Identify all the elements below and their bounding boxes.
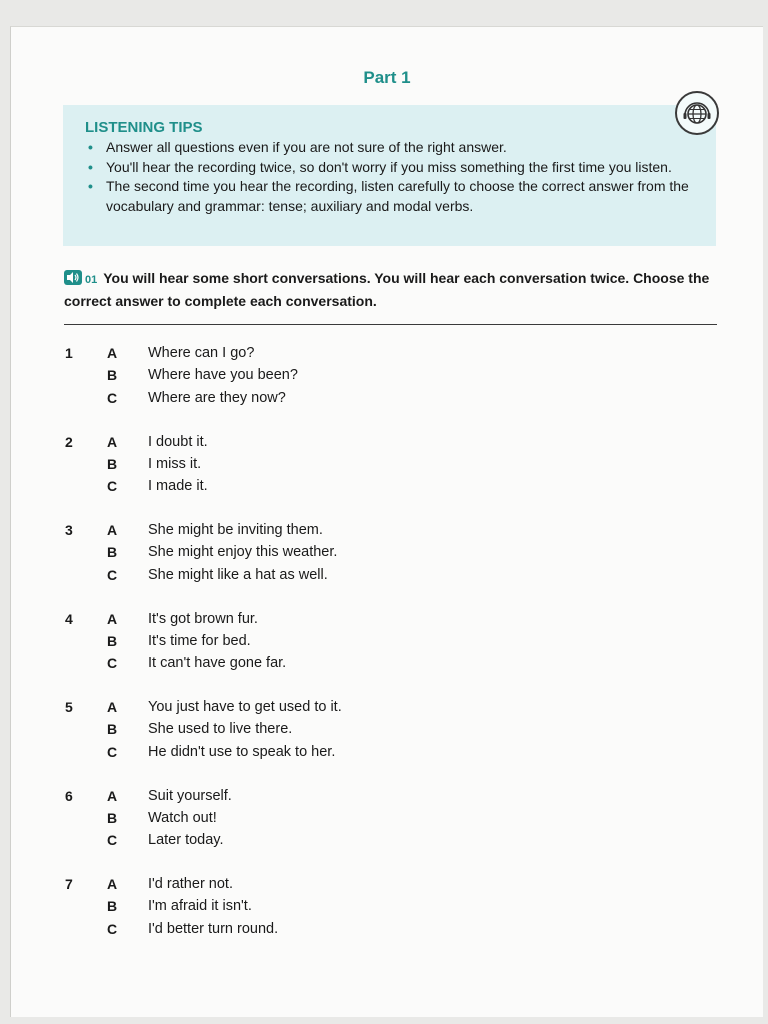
exercise-instruction <box>64 268 724 312</box>
tip-text: Answer all questions even if you are not sure of the right answer. <box>106 139 507 155</box>
option-letter: B <box>107 367 118 384</box>
track-number: 01 <box>85 274 98 286</box>
option-letter: B <box>107 721 118 738</box>
question-number: 5 <box>65 699 73 715</box>
listening-tips-box <box>63 105 716 246</box>
question-item <box>11 876 763 946</box>
option-text: She might be inviting them. <box>148 522 323 538</box>
answer-option[interactable] <box>11 434 763 456</box>
option-text: I doubt it. <box>148 433 208 450</box>
answer-option[interactable] <box>11 367 763 389</box>
bullet-icon: • <box>88 158 93 175</box>
option-letter: B <box>107 632 118 649</box>
tips-list <box>85 138 705 216</box>
page-title: Part 1 <box>363 68 411 87</box>
answer-option[interactable] <box>11 744 763 766</box>
answer-option[interactable] <box>11 456 763 478</box>
instruction-text: You will hear some short conversations. You will hear each conversation twice. Choose the correct answer to complete each conversation. <box>64 270 710 309</box>
option-text: Where are they now? <box>148 389 286 406</box>
answer-option[interactable] <box>11 876 763 898</box>
option-letter: B <box>107 898 118 915</box>
option-text: I'd rather not. <box>148 876 233 892</box>
option-letter: B <box>107 544 118 561</box>
answer-option[interactable] <box>11 390 763 412</box>
option-text: She might enjoy this weather. <box>148 544 338 561</box>
answer-option[interactable] <box>11 655 763 677</box>
answer-option[interactable] <box>11 699 763 721</box>
answer-option[interactable] <box>11 721 763 743</box>
answer-option[interactable] <box>11 345 763 367</box>
answer-option[interactable] <box>11 832 763 854</box>
question-item <box>11 522 763 592</box>
answer-option[interactable] <box>11 633 763 655</box>
option-letter: B <box>107 809 118 826</box>
option-letter: B <box>107 455 118 472</box>
question-number: 6 <box>65 787 73 804</box>
option-text: It's got brown fur. <box>148 610 258 627</box>
option-text: Watch out! <box>148 809 217 826</box>
question-item <box>11 345 763 415</box>
answer-option[interactable] <box>11 810 763 832</box>
option-text: I miss it. <box>148 455 202 472</box>
answer-option[interactable] <box>11 611 763 633</box>
answer-option[interactable] <box>11 544 763 566</box>
answer-option[interactable] <box>11 522 763 544</box>
option-text: It can't have gone far. <box>148 655 287 672</box>
option-text: Later today. <box>148 832 224 849</box>
question-item <box>11 611 763 681</box>
option-text: Where have you been? <box>148 367 298 384</box>
option-letter: A <box>107 610 118 627</box>
option-text: He didn't use to speak to her. <box>148 743 336 760</box>
option-text: It's time for bed. <box>148 632 251 649</box>
question-item <box>11 699 763 769</box>
option-text: She used to live there. <box>148 721 293 738</box>
question-number: 2 <box>65 433 73 450</box>
bullet-icon: • <box>88 139 93 155</box>
option-text: You just have to get used to it. <box>148 699 342 715</box>
tip-item <box>85 138 705 158</box>
question-item <box>11 788 763 858</box>
option-letter: A <box>107 787 118 804</box>
tip-text: You'll hear the recording twice, so don't worry if you miss something the first time you listen. <box>106 158 672 175</box>
tip-item <box>85 158 705 178</box>
answer-option[interactable] <box>11 788 763 810</box>
divider <box>64 324 717 325</box>
option-letter: A <box>107 876 118 892</box>
question-number: 1 <box>65 345 73 361</box>
option-text: I'm afraid it isn't. <box>148 898 252 915</box>
option-letter: A <box>107 522 118 538</box>
option-text: She might like a hat as well. <box>148 566 328 583</box>
bullet-icon: • <box>88 178 93 194</box>
tip-text: The second time you hear the recording, listen carefully to choose the correct answer from the vocabulary and grammar: tense; auxiliary and modal verbs. <box>106 178 689 214</box>
option-letter: C <box>107 566 118 583</box>
option-letter: A <box>107 699 118 715</box>
answer-option[interactable] <box>11 567 763 589</box>
option-letter: C <box>107 832 118 849</box>
answer-option[interactable] <box>11 921 763 943</box>
globe-headphones-icon <box>675 91 719 135</box>
option-text: I made it. <box>148 478 208 495</box>
question-number: 7 <box>65 876 73 892</box>
option-text: I'd better turn round. <box>148 920 279 937</box>
question-number: 3 <box>65 522 73 538</box>
speaker-icon[interactable] <box>64 270 82 285</box>
question-item <box>11 434 763 504</box>
answer-option[interactable] <box>11 478 763 500</box>
tip-item <box>85 177 705 216</box>
option-text: Where can I go? <box>148 345 255 361</box>
answer-option[interactable] <box>11 898 763 920</box>
option-letter: C <box>107 743 118 760</box>
option-letter: C <box>107 920 118 937</box>
option-letter: A <box>107 345 118 361</box>
option-text: Suit yourself. <box>148 787 232 804</box>
option-letter: C <box>107 478 118 495</box>
tips-title: LISTENING TIPS <box>85 119 203 136</box>
option-letter: C <box>107 389 118 406</box>
page-sheet <box>10 26 763 1017</box>
question-number: 4 <box>65 610 73 627</box>
option-letter: C <box>107 655 118 672</box>
option-letter: A <box>107 433 118 450</box>
